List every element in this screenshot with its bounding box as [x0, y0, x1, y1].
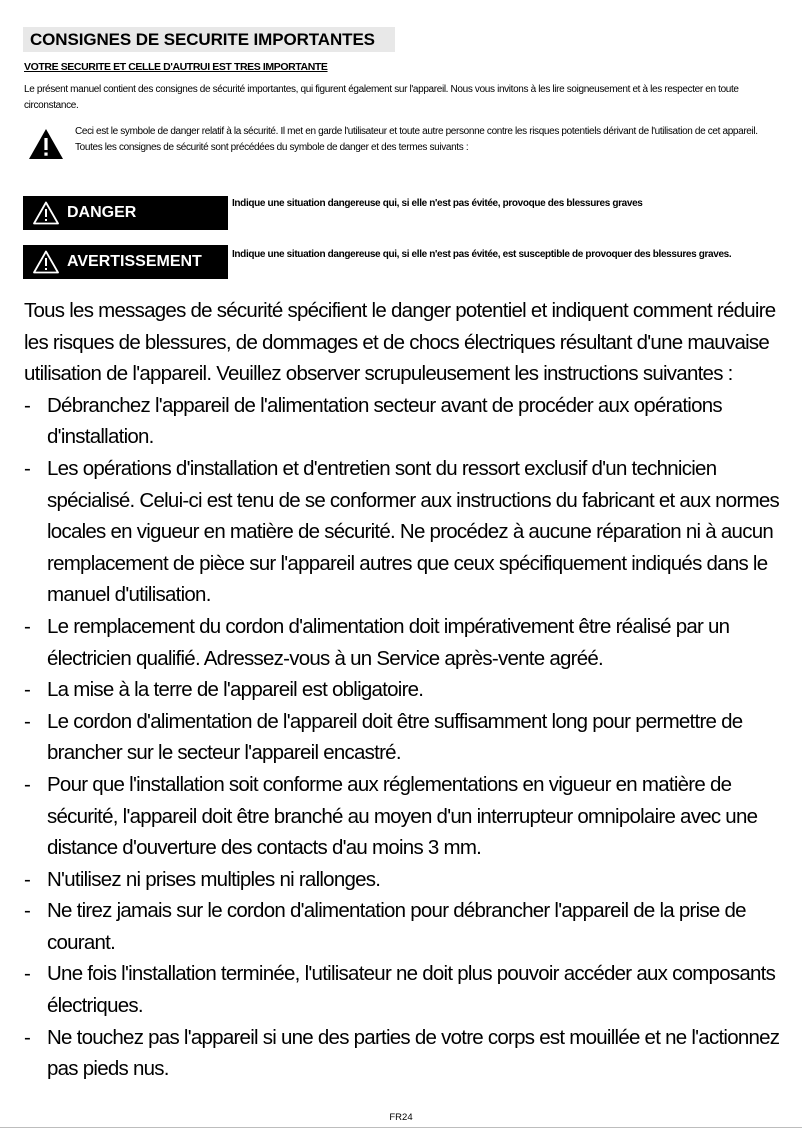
list-item-text: N'utilisez ni prises multiples ni rallonges. [47, 867, 381, 891]
warning-description: Indique une situation dangereuse qui, si elle n'est pas évitée, est susceptible de provoquer des blessures graves. [232, 249, 732, 260]
list-item [24, 453, 784, 611]
list-item [24, 769, 784, 864]
list-dash: - [24, 614, 31, 638]
danger-description: Indique une situation dangereuse qui, si elle n'est pas évitée, provoque des blessures graves [232, 198, 643, 209]
list-dash: - [24, 456, 31, 480]
intro-paragraph: Le présent manuel contient des consignes de sécurité importantes, qui figurent également sur l'appareil. Nous vous invitons à les lire soigneusement et à les respecter en toute circonstance. [24, 84, 739, 111]
list-dash: - [24, 1025, 31, 1049]
warning-triangle-icon [28, 128, 64, 160]
list-item-text: Ne tirez jamais sur le cordon d'alimentation pour débrancher l'appareil de la prise de courant. [47, 899, 746, 954]
list-dash: - [24, 962, 31, 986]
list-dash: - [24, 678, 31, 702]
safety-instructions [24, 295, 784, 1085]
list-dash: - [24, 867, 31, 891]
list-item [24, 958, 784, 1021]
danger-badge [23, 196, 228, 230]
section-subtitle: VOTRE SECURITE ET CELLE D'AUTRUI EST TRES IMPORTANTE [24, 61, 328, 73]
list-item [24, 611, 784, 674]
list-item-text: Le remplacement du cordon d'alimentation doit impérativement être réalisé par un électricien qualifié. Adressez-vous à un Service après-vente agréé. [47, 614, 730, 670]
warning-label: AVERTISSEMENT [67, 253, 202, 270]
danger-label: DANGER [67, 204, 137, 221]
warning-triangle-outline-icon [33, 250, 59, 274]
list-item [24, 1022, 784, 1085]
list-item-text: Pour que l'installation soit conforme aux réglementations en vigueur en matière de sécurité, l'appareil doit être branché au moyen d'un interrupteur omnipolaire avec une distance d'ouverture des contacts d'au moins 3 mm. [47, 772, 758, 860]
list-item [24, 706, 784, 769]
list-item-text: La mise à la terre de l'appareil est obligatoire. [47, 678, 424, 702]
list-item-text: Une fois l'installation terminée, l'utilisateur ne doit plus pouvoir accéder aux composants électriques. [47, 962, 776, 1018]
symbol-explanation-line-2: Toutes les consignes de sécurité sont précédées du symbole de danger et des termes suivants : [75, 142, 469, 153]
warning-badge [23, 245, 228, 279]
list-dash: - [24, 709, 31, 733]
list-item-text: Le cordon d'alimentation de l'appareil doit être suffisamment long pour permettre de brancher sur le secteur l'appareil encastré. [47, 709, 743, 765]
symbol-explanation [75, 124, 780, 156]
list-item-text: Les opérations d'installation et d'entretien sont du ressort exclusif d'un technicien spécialisé. Celui-ci est tenu de se conformer aux instructions du fabricant et aux normes locales en vigueur en matière de sécurité. Ne procédez à aucune réparation ni à aucun remplacement de pièce sur l'appareil autres que ceux spécifiquement indiqués dans le manuel d'utilisation. [47, 456, 779, 607]
list-item [24, 895, 784, 958]
footer-divider [0, 1127, 802, 1128]
page-number: FR24 [389, 1112, 413, 1123]
page-title: CONSIGNES DE SECURITE IMPORTANTES [30, 30, 375, 49]
list-dash: - [24, 899, 31, 923]
list-item-text: Ne touchez pas l'appareil si une des parties de votre corps est mouillée et ne l'actionnez pas pieds nus. [47, 1025, 780, 1081]
list-dash: - [24, 393, 31, 417]
list-item [24, 390, 784, 453]
warning-triangle-outline-icon [33, 201, 59, 225]
list-item-text: Débranchez l'appareil de l'alimentation secteur avant de procéder aux opérations d'installation. [47, 393, 722, 449]
list-item [24, 864, 784, 896]
list-dash: - [24, 772, 31, 796]
list-item [24, 674, 784, 706]
symbol-explanation-line-1: Ceci est le symbole de danger relatif à la sécurité. Il met en garde l'utilisateur et toute autre personne contre les risques potentiels dérivant de l'utilisation de cet appareil. [75, 126, 758, 137]
instructions-intro: Tous les messages de sécurité spécifient le danger potentiel et indiquent comment réduire les risques de blessures, de dommages et de chocs électriques résultant d'une mauvaise utilisation de l'appareil. Veuillez observer scrupuleusement les instructions suivantes : [24, 299, 776, 386]
